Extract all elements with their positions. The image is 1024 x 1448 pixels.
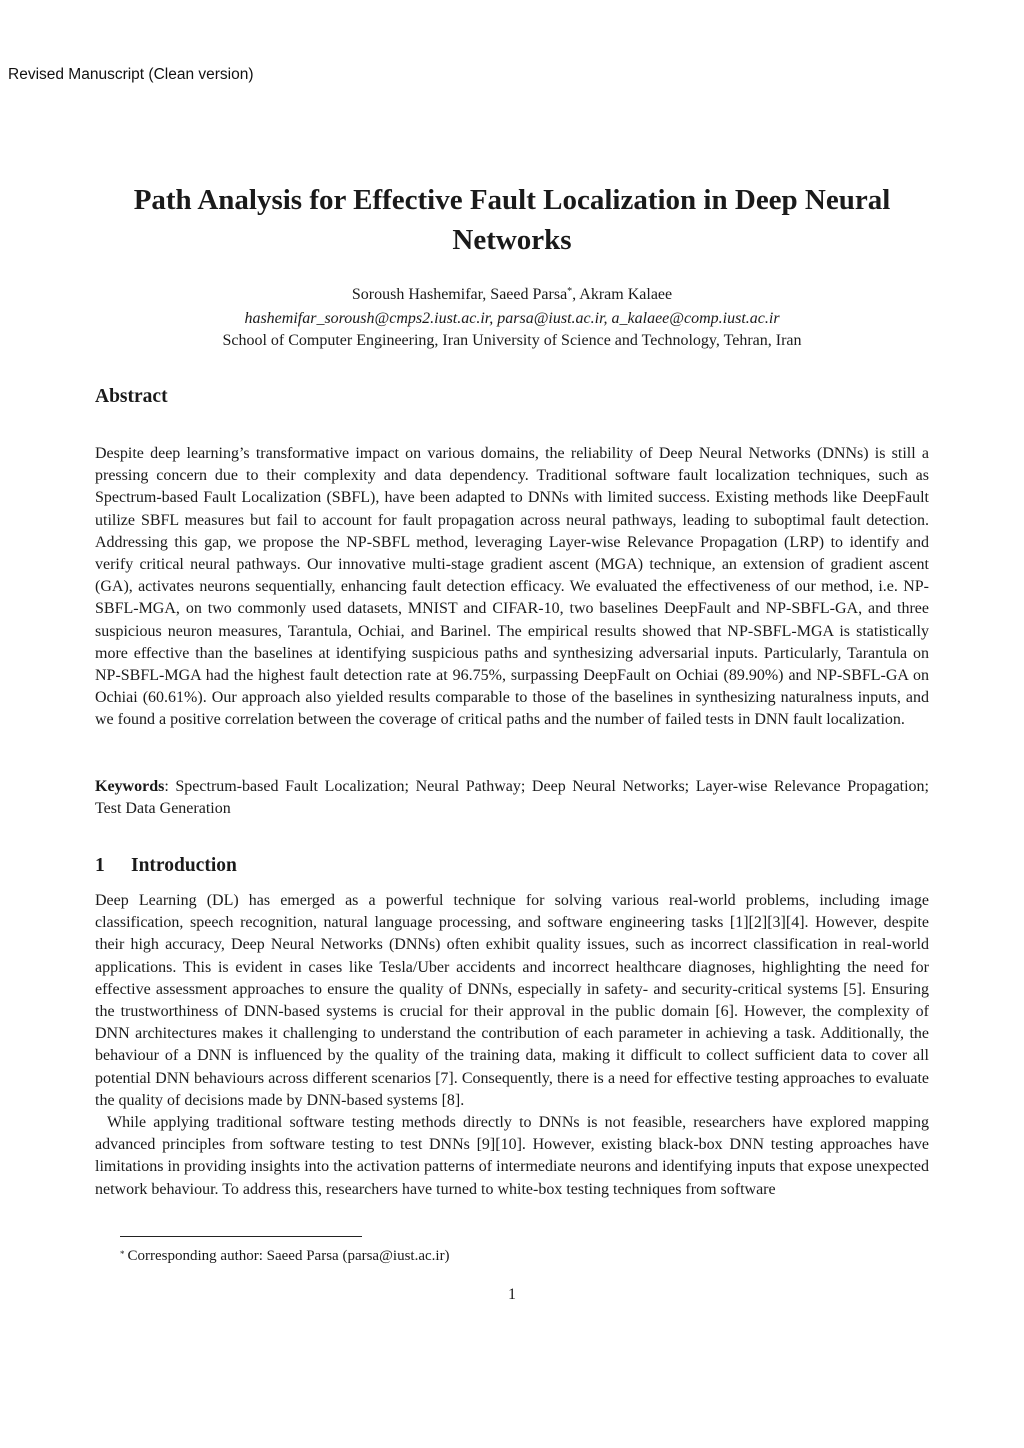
author-names-part1: Soroush Hashemifar, Saeed Parsa [351,286,568,303]
author-emails: hashemifar_soroush@cmps2.iust.ac.ir, parsa@iust.ac.ir, a_kalaee@comp.iust.ac.ir [244,310,780,327]
footnote-mark: * [120,1249,125,1259]
author-affiliation: School of Computer Engineering, Iran University of Science and Technology, Tehran, Iran [222,332,802,349]
introduction-paragraph-1: Deep Learning (DL) has emerged as a powerful technique for solving various real-world problems, including image classification, speech recognition, natural language processing, and software engineering tasks [1][2][3][4]. However, despite their high accuracy, Deep Neural Networks (DNNs) often exhibit quality issues, such as incorrect classification in real-world applications. This is evident in cases like Tesla/Uber accidents and incorrect healthcare diagnoses, highlighting the need for effective assessment approaches to ensure the quality of DNNs, especially in safety- and security-critical systems [5]. Ensuring the trustworthiness of DNN-based systems is crucial for their approval in the public domain [6]. However, the complexity of DNN architectures makes it challenging to understand the contribution of each parameter in achieving a task. Additionally, the behaviour of a DNN is influenced by the quality of the training data, making it difficult to collect sufficient data to cover all potential DNN behaviours across different scenarios [7]. Consequently, there is a need for effective testing approaches to evaluate the quality of decisions made by DNN-based systems [8]. [95,892,929,1109]
abstract-body: Despite deep learning’s transformative impact on various domains, the reliability of Deep Neural Networks (DNNs) is still a pressing concern due to their complexity and data dependency. Traditional software fault localization techniques, such as Spectrum-based Fault Localization (SBFL), have been adapted to DNNs with limited success. Existing methods like DeepFault utilize SBFL measures but fail to account for fault propagation across neural pathways, leading to suboptimal fault detection. Addressing this gap, we propose the NP-SBFL method, leveraging Layer-wise Relevance Propagation (LRP) to identify and verify critical neural pathways. Our innovative multi-stage gradient ascent (MGA) technique, an extension of gradient ascent (GA), activates neurons sequentially, enhancing fault detection efficacy. We evaluated the effectiveness of our method, i.e. NP-SBFL-MGA, on two commonly used datasets, MNIST and CIFAR-10, two baselines DeepFault and NP-SBFL-GA, and three suspicious neuron measures, Tarantula, Ochiai, and Barinel. The empirical results showed that NP-SBFL-MGA is statistically more effective than the baselines at identifying suspicious paths and synthesizing adversarial inputs. Particularly, Tarantula on NP-SBFL-MGA had the highest fault detection rate at 96.75%, surpassing DeepFault on Ochiai (89.90%) and NP-SBFL-GA on Ochiai (60.61%). Our approach also yielded results comparable to those of the baselines in synthesizing naturalness inputs, and we found a positive correlation between the coverage of critical paths and the number of failed tests in DNN fault localization. [95,445,929,729]
footnote [120,1246,450,1266]
keywords-paragraph [95,776,929,820]
abstract-heading: Abstract [95,386,168,407]
author-names-part2: , Akram Kalaee [572,286,673,303]
section-heading-introduction [95,855,237,877]
keywords-label: Keywords [95,778,165,795]
footnote-divider [120,1236,362,1237]
section-title: Introduction [131,855,237,876]
paper-title: Path Analysis for Effective Fault Localization in Deep Neural Networks [133,184,891,256]
section-number: 1 [95,855,105,876]
author-list [95,284,929,306]
corresponding-author-mark: * [567,286,573,297]
page-number: 1 [508,1286,516,1303]
keywords-text: : Spectrum-based Fault Localization; Neural Pathway; Deep Neural Networks; Layer-wise Relevance Propagation; Test Data Generation [95,778,929,818]
footnote-text: Corresponding author: Saeed Parsa (parsa@iust.ac.ir) [127,1248,450,1264]
manuscript-header-note: Revised Manuscript (Clean version) [8,66,254,83]
introduction-paragraph-2: While applying traditional software testing methods directly to DNNs is not feasible, researchers have explored mapping advanced principles from software testing to test DNNs [9][10]. However, existing black-box DNN testing approaches have limitations in providing insights into the activation patterns of intermediate neurons and identifying inputs that expose unexpected network behaviour. To address this, researchers have turned to white-box testing techniques from software [95,1114,929,1198]
